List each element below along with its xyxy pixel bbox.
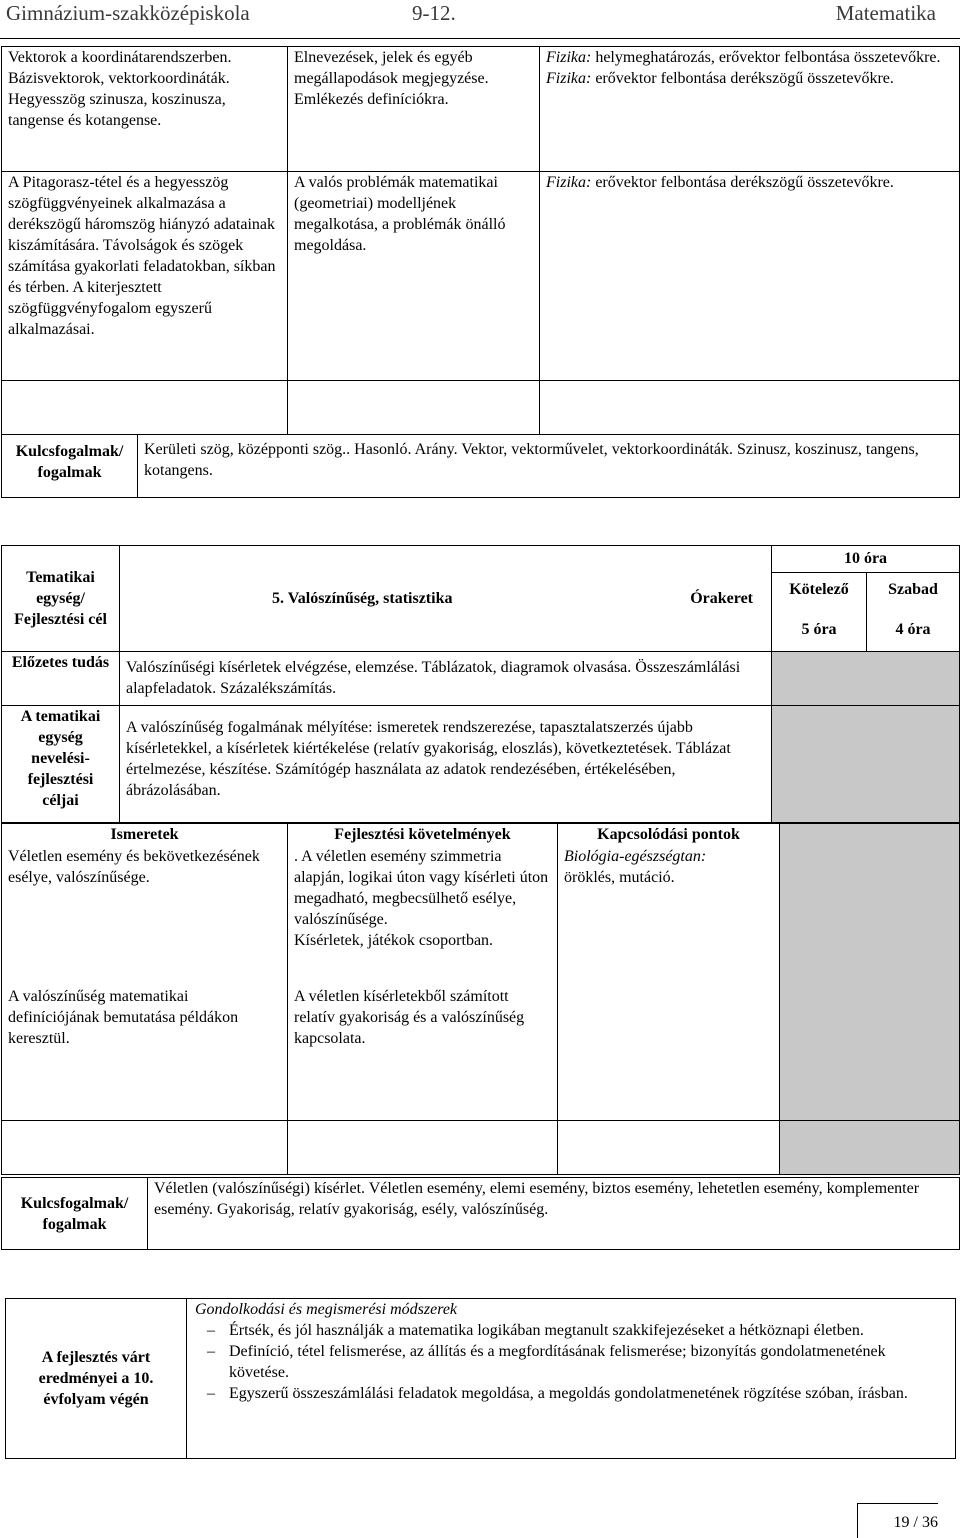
mandatory-hours: 5 óra (801, 621, 837, 638)
requirements-cell: A véletlen kísérletekből számított relatív gyakoriság és a valószínűség kapcsolata. (288, 986, 558, 1121)
outcomes-list (195, 1320, 949, 1404)
free-hours: 4 óra (895, 621, 931, 638)
prior-label: Előzetes tudás (2, 652, 120, 706)
unit-table (1, 545, 960, 823)
concepts-row (2, 435, 960, 498)
goals-text: A valószínűség fogalmának mélyítése: ismeretek rendszerezése, tapasztalatszerzés újabb kísérletekkel, a kísérletek kiértékelése (relatív gyakoriság, eloszlás), következtetések. Táblázat értelmezése, készítése. Számítógép használata az adatok rendezésében, értékelésében, ábrázolásában. (120, 706, 772, 823)
continued-table (1, 46, 960, 498)
list-item: – Értsék, és jól használják a matematika logikában megtanult szakkifejezéseket a hétköznapi életben. (195, 1320, 949, 1341)
page-number-box (857, 1503, 938, 1538)
topic-cell: A Pitagorasz-tétel és a hegyesszög szögfüggvényeinek alkalmazása a derékszögű háromszög hiányzó adatainak kiszámítására. Távolságok és szögek számítása gyakorlati feladatokban, síkban és térben. A kiterjesztett szögfüggvényfogalom egyszerű alkalmazásai. (2, 172, 288, 381)
concepts-table (1, 1177, 960, 1250)
links-cell: Biológia-egészségtan: öröklés, mutáció. (558, 846, 780, 986)
hours-label: Órakeret (690, 590, 753, 607)
mandatory-label: Kötelező (789, 581, 849, 598)
columns-row (2, 824, 960, 846)
concepts-row (2, 1178, 960, 1250)
unit-label: Tematikai egység/ Fejlesztési cél (2, 546, 120, 652)
page-number: 19 / 36 (893, 1514, 938, 1531)
header-subject: Matematika (835, 1, 936, 25)
unit-title: 5. Valószínűség, statisztika (272, 590, 453, 607)
outcomes-table (5, 1298, 956, 1459)
links-cell: Fizika: helymeghatározás, erővektor felbontása összetevőkre. Fizika: erővektor felbontása derékszögű összetevőkre. (540, 47, 960, 172)
prior-row (2, 652, 960, 706)
goals-row (2, 706, 960, 823)
hours-total: 10 óra (772, 548, 959, 573)
goals-label: A tematikai egység nevelési-fejlesztési céljai (2, 706, 120, 823)
outcomes-label: A fejlesztés várt eredményei a 10. évfolyam végén (6, 1299, 187, 1459)
prior-text: Valószínűségi kísérletek elvégzése, elemzése. Táblázatok, diagramok olvasása. Összeszámlálási alapfeladatok. Százalékszámítás. (120, 652, 772, 706)
header-school: Gimnázium-szakközépiskola (6, 1, 250, 25)
dev-cell: Elnevezések, jelek és egyéb megállapodások megjegyzése. Emlékezés definíciókra. (288, 47, 540, 172)
outcomes-row (6, 1299, 956, 1459)
page-header (0, 0, 960, 39)
table-row (2, 381, 960, 435)
concepts-text: Kerületi szög, középponti szög.. Hasonló. Arány. Vektor, vektorművelet, vektorkoordináták. Szinusz, koszinusz, tangens, kotangens. (144, 441, 919, 479)
list-item: – Definíció, tétel felismerése, az állítás és a megfordításának felismerése; bizonyítás gondolatmenetének követése. (195, 1341, 949, 1383)
col-links: Kapcsolódási pontok (558, 824, 780, 846)
table-row (2, 47, 960, 172)
concepts-text: Véletlen (valószínűségi) kísérlet. Véletlen esemény, elemi esemény, biztos esemény, lehetetlen esemény, komplementer esemény. Gyakoriság, relatív gyakoriság, esély, valószínűség. (148, 1178, 960, 1250)
outcomes-heading: Gondolkodási és megismerési módszerek (195, 1301, 458, 1318)
free-label: Szabad (888, 581, 938, 598)
concepts-label: Kulcsfogalmak/ fogalmak (2, 435, 138, 497)
col-knowledge: Ismeretek (2, 824, 288, 846)
list-item: – Egyszerű összeszámlálási feladatok megoldása, a megoldás gondolatmenetének rögzítése szóban, írásban. (195, 1383, 949, 1404)
requirements-cell: . A véletlen esemény szimmetria alapján, logikai úton vagy kísérleti úton megadható, megbecsülhető esélye, valószínűsége. Kísérletek, játékok csoportban. (288, 846, 558, 986)
links-cell: Fizika: erővektor felbontása derékszögű összetevőkre. (540, 172, 960, 381)
topic-cell: Vektorok a koordinátarendszerben. Bázisvektorok, vektorkoordináták. Hegyesszög szinusza, koszinusza, tangense és kotangense. (2, 47, 288, 172)
concepts-label: Kulcsfogalmak/ fogalmak (2, 1178, 148, 1250)
table-row (2, 1121, 960, 1175)
col-requirements: Fejlesztési követelmények (288, 824, 558, 846)
dev-cell: A valós problémák matematikai (geometriai) modelljének megalkotása, a problémák önálló megoldása. (288, 172, 540, 381)
content-table (1, 823, 960, 1175)
knowledge-cell: Véletlen esemény és bekövetkezésének esélye, valószínűsége. (2, 846, 288, 986)
knowledge-cell: A valószínűség matematikai definíciójának bemutatása példákon keresztül. (2, 986, 288, 1121)
unit-header-row (2, 546, 960, 652)
header-grades: 9-12. (412, 1, 456, 25)
table-row (2, 172, 960, 381)
